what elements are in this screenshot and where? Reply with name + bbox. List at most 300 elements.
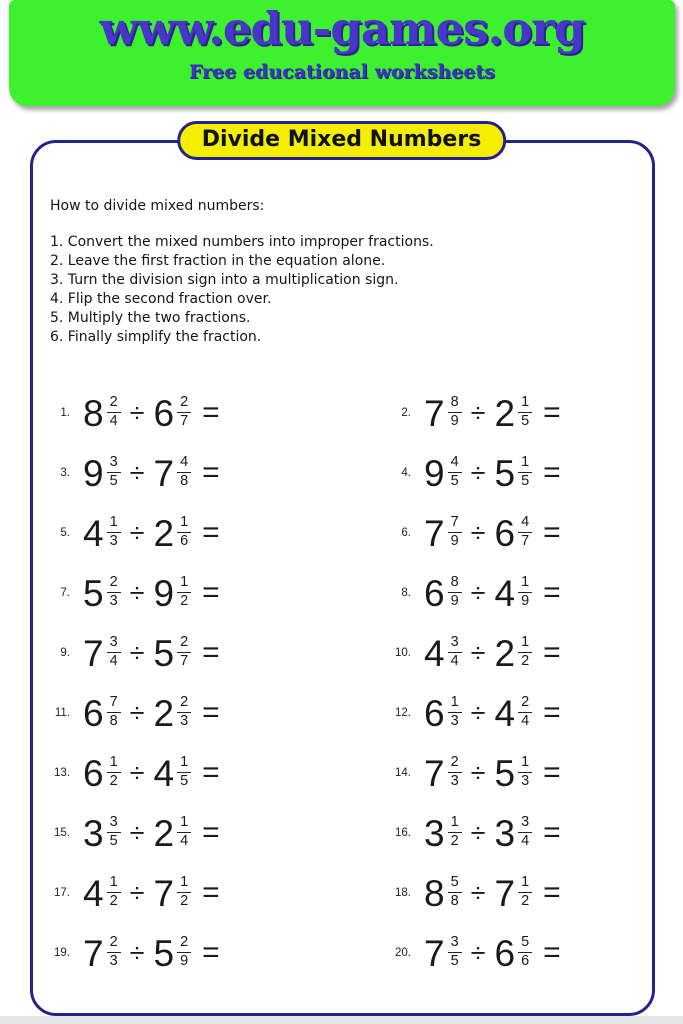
numerator: 4 bbox=[448, 455, 462, 473]
problem-number: 8. bbox=[401, 587, 411, 599]
divide-sign: ÷ bbox=[129, 817, 145, 848]
numerator: 7 bbox=[448, 515, 462, 533]
denominator: 3 bbox=[109, 952, 118, 969]
numerator: 3 bbox=[448, 935, 462, 953]
divide-sign: ÷ bbox=[470, 397, 486, 428]
equals-sign: = bbox=[202, 576, 220, 609]
numerator: 7 bbox=[107, 695, 121, 713]
numerator: 1 bbox=[518, 635, 532, 653]
denominator: 9 bbox=[180, 952, 189, 969]
problem-expression bbox=[424, 812, 561, 854]
mixed-number-dividend bbox=[83, 572, 121, 614]
denominator: 9 bbox=[450, 532, 459, 549]
whole-number: 7 bbox=[424, 512, 445, 554]
equals-sign: = bbox=[543, 396, 561, 429]
problem-row bbox=[44, 452, 385, 494]
fraction bbox=[518, 575, 532, 609]
denominator: 4 bbox=[450, 652, 459, 669]
problem-number: 14. bbox=[395, 767, 411, 779]
problem-number: 11. bbox=[54, 707, 70, 719]
denominator: 5 bbox=[450, 952, 459, 969]
fraction bbox=[448, 815, 462, 849]
instructions-heading: How to divide mixed numbers: bbox=[50, 198, 265, 214]
numerator: 1 bbox=[448, 815, 462, 833]
divide-sign: ÷ bbox=[129, 397, 145, 428]
denominator: 4 bbox=[521, 832, 530, 849]
mixed-number-dividend bbox=[424, 632, 462, 674]
denominator: 2 bbox=[109, 772, 118, 789]
mixed-number-dividend bbox=[424, 932, 462, 974]
mixed-number-divisor bbox=[494, 932, 532, 974]
equals-sign: = bbox=[202, 396, 220, 429]
divide-sign: ÷ bbox=[129, 757, 145, 788]
mixed-number-dividend bbox=[424, 392, 462, 434]
instruction-step: 6. Finally simplify the fraction. bbox=[50, 329, 262, 345]
whole-number: 9 bbox=[153, 572, 175, 614]
numerator: 1 bbox=[518, 875, 532, 893]
mixed-number-dividend bbox=[83, 452, 121, 494]
numerator: 4 bbox=[177, 455, 191, 473]
whole-number: 7 bbox=[153, 872, 175, 914]
denominator: 5 bbox=[450, 472, 459, 489]
problem-expression bbox=[83, 572, 220, 614]
page-bottom-edge bbox=[0, 1016, 683, 1024]
denominator: 4 bbox=[180, 832, 189, 849]
whole-number: 5 bbox=[83, 572, 104, 614]
numerator: 1 bbox=[518, 455, 532, 473]
divide-sign: ÷ bbox=[470, 637, 486, 668]
instruction-step: 5. Multiply the two fractions. bbox=[50, 310, 251, 326]
mixed-number-dividend bbox=[424, 752, 462, 794]
whole-number: 4 bbox=[424, 632, 445, 674]
whole-number: 4 bbox=[153, 752, 175, 794]
problem-row bbox=[385, 812, 644, 854]
numerator: 1 bbox=[107, 755, 121, 773]
numerator: 1 bbox=[448, 695, 462, 713]
whole-number: 7 bbox=[153, 452, 175, 494]
numerator: 8 bbox=[448, 395, 462, 413]
divide-sign: ÷ bbox=[470, 937, 486, 968]
fraction bbox=[107, 635, 121, 669]
fraction bbox=[448, 575, 462, 609]
whole-number: 9 bbox=[83, 452, 104, 494]
fraction bbox=[107, 875, 121, 909]
problem-number: 7. bbox=[60, 587, 70, 599]
numerator: 1 bbox=[518, 395, 532, 413]
denominator: 3 bbox=[521, 772, 530, 789]
numerator: 3 bbox=[107, 455, 121, 473]
problem-row bbox=[385, 512, 644, 554]
numerator: 1 bbox=[177, 755, 191, 773]
problem-row bbox=[44, 812, 385, 854]
whole-number: 7 bbox=[83, 632, 104, 674]
denominator: 5 bbox=[109, 472, 118, 489]
fraction bbox=[448, 695, 462, 729]
fraction bbox=[177, 575, 191, 609]
denominator: 4 bbox=[109, 652, 118, 669]
site-header bbox=[9, 0, 675, 106]
equals-sign: = bbox=[202, 816, 220, 849]
mixed-number-dividend bbox=[83, 512, 121, 554]
problem-expression bbox=[424, 572, 561, 614]
divide-sign: ÷ bbox=[129, 517, 145, 548]
equals-sign: = bbox=[543, 576, 561, 609]
numerator: 1 bbox=[107, 875, 121, 893]
divide-sign: ÷ bbox=[470, 757, 486, 788]
fraction bbox=[107, 455, 121, 489]
fraction bbox=[177, 455, 191, 489]
mixed-number-divisor bbox=[153, 392, 191, 434]
numerator: 4 bbox=[518, 515, 532, 533]
fraction bbox=[177, 395, 191, 429]
problem-number: 3. bbox=[60, 467, 70, 479]
whole-number: 2 bbox=[153, 512, 175, 554]
numerator: 2 bbox=[448, 755, 462, 773]
problem-number: 1. bbox=[60, 407, 70, 419]
problem-row bbox=[44, 692, 385, 734]
denominator: 8 bbox=[109, 712, 118, 729]
fraction bbox=[518, 395, 532, 429]
numerator: 2 bbox=[177, 635, 191, 653]
divide-sign: ÷ bbox=[470, 577, 486, 608]
problem-row bbox=[385, 932, 644, 974]
whole-number: 4 bbox=[494, 692, 516, 734]
problem-number: 13. bbox=[54, 767, 70, 779]
equals-sign: = bbox=[543, 456, 561, 489]
divide-sign: ÷ bbox=[129, 877, 145, 908]
problem-row bbox=[44, 872, 385, 914]
problem-number: 6. bbox=[401, 527, 411, 539]
problem-row bbox=[44, 752, 385, 794]
denominator: 5 bbox=[521, 472, 530, 489]
fraction bbox=[448, 515, 462, 549]
whole-number: 7 bbox=[424, 752, 445, 794]
whole-number: 8 bbox=[424, 872, 445, 914]
problem-expression bbox=[424, 392, 561, 434]
fraction bbox=[448, 755, 462, 789]
whole-number: 3 bbox=[424, 812, 445, 854]
mixed-number-dividend bbox=[424, 872, 462, 914]
mixed-number-divisor bbox=[494, 392, 532, 434]
instructions-steps bbox=[50, 233, 434, 347]
denominator: 4 bbox=[521, 712, 530, 729]
whole-number: 5 bbox=[494, 452, 516, 494]
numerator: 3 bbox=[448, 635, 462, 653]
mixed-number-divisor bbox=[153, 872, 191, 914]
denominator: 2 bbox=[521, 652, 530, 669]
problem-number: 15. bbox=[54, 827, 70, 839]
mixed-number-divisor bbox=[494, 812, 532, 854]
mixed-number-divisor bbox=[153, 812, 191, 854]
whole-number: 5 bbox=[153, 632, 175, 674]
mixed-number-dividend bbox=[424, 452, 462, 494]
problem-expression bbox=[424, 632, 561, 674]
denominator: 2 bbox=[180, 892, 189, 909]
denominator: 8 bbox=[450, 892, 459, 909]
equals-sign: = bbox=[202, 516, 220, 549]
denominator: 6 bbox=[521, 952, 530, 969]
numerator: 2 bbox=[177, 935, 191, 953]
site-title: www.edu-games.org bbox=[99, 2, 585, 55]
equals-sign: = bbox=[202, 636, 220, 669]
mixed-number-dividend bbox=[83, 392, 121, 434]
instruction-step: 2. Leave the first fraction in the equation alone. bbox=[50, 253, 386, 269]
fraction bbox=[448, 395, 462, 429]
numerator: 2 bbox=[107, 575, 121, 593]
fraction bbox=[177, 695, 191, 729]
whole-number: 6 bbox=[83, 752, 104, 794]
fraction bbox=[448, 635, 462, 669]
problem-expression bbox=[424, 872, 561, 914]
problem-expression bbox=[424, 452, 561, 494]
instruction-step: 1. Convert the mixed numbers into improper fractions. bbox=[50, 234, 434, 250]
problem-number: 10. bbox=[395, 647, 411, 659]
fraction bbox=[107, 695, 121, 729]
problem-expression bbox=[83, 872, 220, 914]
problem-number: 17. bbox=[54, 887, 70, 899]
fraction bbox=[518, 695, 532, 729]
fraction bbox=[107, 515, 121, 549]
denominator: 3 bbox=[450, 712, 459, 729]
mixed-number-divisor bbox=[494, 512, 532, 554]
fraction bbox=[518, 875, 532, 909]
mixed-number-divisor bbox=[153, 452, 191, 494]
whole-number: 2 bbox=[494, 632, 516, 674]
mixed-number-divisor bbox=[494, 632, 532, 674]
mixed-number-dividend bbox=[83, 692, 121, 734]
problem-row bbox=[44, 632, 385, 674]
numerator: 8 bbox=[448, 575, 462, 593]
whole-number: 2 bbox=[153, 692, 175, 734]
problem-row bbox=[385, 392, 644, 434]
whole-number: 7 bbox=[424, 392, 445, 434]
problem-expression bbox=[424, 512, 561, 554]
mixed-number-dividend bbox=[83, 932, 121, 974]
mixed-number-divisor bbox=[494, 872, 532, 914]
whole-number: 6 bbox=[424, 692, 445, 734]
numerator: 1 bbox=[107, 515, 121, 533]
problem-number: 16. bbox=[395, 827, 411, 839]
problem-row bbox=[385, 692, 644, 734]
numerator: 2 bbox=[177, 695, 191, 713]
fraction bbox=[177, 935, 191, 969]
whole-number: 4 bbox=[83, 872, 104, 914]
denominator: 4 bbox=[109, 412, 118, 429]
problem-row bbox=[385, 752, 644, 794]
denominator: 3 bbox=[109, 532, 118, 549]
whole-number: 4 bbox=[494, 572, 516, 614]
mixed-number-divisor bbox=[153, 692, 191, 734]
denominator: 9 bbox=[450, 412, 459, 429]
denominator: 2 bbox=[521, 892, 530, 909]
fraction bbox=[177, 755, 191, 789]
problem-number: 12. bbox=[395, 707, 411, 719]
problem-number: 9. bbox=[60, 647, 70, 659]
whole-number: 6 bbox=[153, 392, 175, 434]
problem-number: 5. bbox=[60, 527, 70, 539]
problem-expression bbox=[83, 812, 220, 854]
numerator: 3 bbox=[107, 635, 121, 653]
whole-number: 8 bbox=[83, 392, 104, 434]
fraction bbox=[177, 635, 191, 669]
problem-expression bbox=[424, 692, 561, 734]
denominator: 3 bbox=[180, 712, 189, 729]
problem-number: 4. bbox=[401, 467, 411, 479]
fraction bbox=[518, 755, 532, 789]
numerator: 1 bbox=[518, 575, 532, 593]
divide-sign: ÷ bbox=[129, 457, 145, 488]
fraction bbox=[448, 935, 462, 969]
denominator: 3 bbox=[450, 772, 459, 789]
problems-grid bbox=[44, 383, 644, 983]
mixed-number-dividend bbox=[83, 752, 121, 794]
fraction bbox=[518, 515, 532, 549]
fraction bbox=[518, 935, 532, 969]
whole-number: 9 bbox=[424, 452, 445, 494]
mixed-number-divisor bbox=[153, 512, 191, 554]
fraction bbox=[177, 515, 191, 549]
fraction bbox=[518, 635, 532, 669]
denominator: 7 bbox=[180, 652, 189, 669]
worksheet-title-badge: Divide Mixed Numbers bbox=[177, 121, 507, 160]
mixed-number-dividend bbox=[83, 632, 121, 674]
fraction bbox=[107, 755, 121, 789]
equals-sign: = bbox=[202, 456, 220, 489]
equals-sign: = bbox=[202, 756, 220, 789]
numerator: 3 bbox=[518, 815, 532, 833]
divide-sign: ÷ bbox=[129, 937, 145, 968]
mixed-number-divisor bbox=[153, 752, 191, 794]
mixed-number-dividend bbox=[83, 812, 121, 854]
fraction bbox=[177, 815, 191, 849]
problem-number: 19. bbox=[54, 947, 70, 959]
problem-row bbox=[385, 872, 644, 914]
mixed-number-divisor bbox=[494, 572, 532, 614]
whole-number: 3 bbox=[83, 812, 104, 854]
divide-sign: ÷ bbox=[129, 637, 145, 668]
fraction bbox=[107, 395, 121, 429]
site-tagline: Free educational worksheets bbox=[188, 61, 495, 83]
whole-number: 7 bbox=[83, 932, 104, 974]
whole-number: 2 bbox=[494, 392, 516, 434]
mixed-number-dividend bbox=[424, 512, 462, 554]
equals-sign: = bbox=[543, 516, 561, 549]
problem-row bbox=[44, 932, 385, 974]
fraction bbox=[107, 815, 121, 849]
instruction-step: 3. Turn the division sign into a multiplication sign. bbox=[50, 272, 399, 288]
equals-sign: = bbox=[543, 696, 561, 729]
equals-sign: = bbox=[543, 756, 561, 789]
numerator: 2 bbox=[518, 695, 532, 713]
fraction bbox=[107, 935, 121, 969]
problem-expression bbox=[83, 692, 220, 734]
equals-sign: = bbox=[543, 936, 561, 969]
problem-expression bbox=[83, 512, 220, 554]
mixed-number-dividend bbox=[424, 812, 462, 854]
numerator: 1 bbox=[177, 575, 191, 593]
problem-expression bbox=[83, 392, 220, 434]
mixed-number-dividend bbox=[83, 872, 121, 914]
denominator: 2 bbox=[109, 892, 118, 909]
problem-expression bbox=[83, 932, 220, 974]
numerator: 2 bbox=[177, 395, 191, 413]
divide-sign: ÷ bbox=[470, 697, 486, 728]
mixed-number-dividend bbox=[424, 572, 462, 614]
denominator: 5 bbox=[521, 412, 530, 429]
equals-sign: = bbox=[202, 876, 220, 909]
whole-number: 5 bbox=[494, 752, 516, 794]
whole-number: 6 bbox=[494, 512, 516, 554]
denominator: 3 bbox=[109, 592, 118, 609]
mixed-number-divisor bbox=[494, 752, 532, 794]
denominator: 8 bbox=[180, 472, 189, 489]
denominator: 7 bbox=[521, 532, 530, 549]
divide-sign: ÷ bbox=[129, 697, 145, 728]
instructions bbox=[50, 197, 434, 347]
instruction-step: 4. Flip the second fraction over. bbox=[50, 291, 272, 307]
denominator: 9 bbox=[521, 592, 530, 609]
whole-number: 7 bbox=[424, 932, 445, 974]
problem-row bbox=[385, 632, 644, 674]
fraction bbox=[177, 875, 191, 909]
numerator: 5 bbox=[448, 875, 462, 893]
denominator: 2 bbox=[450, 832, 459, 849]
problem-expression bbox=[83, 752, 220, 794]
numerator: 5 bbox=[518, 935, 532, 953]
mixed-number-dividend bbox=[424, 692, 462, 734]
whole-number: 6 bbox=[83, 692, 104, 734]
equals-sign: = bbox=[543, 876, 561, 909]
problem-expression bbox=[424, 932, 561, 974]
mixed-number-divisor bbox=[153, 632, 191, 674]
mixed-number-divisor bbox=[494, 452, 532, 494]
fraction bbox=[448, 875, 462, 909]
problem-expression bbox=[424, 752, 561, 794]
divide-sign: ÷ bbox=[470, 877, 486, 908]
problem-expression bbox=[83, 452, 220, 494]
denominator: 9 bbox=[450, 592, 459, 609]
equals-sign: = bbox=[202, 936, 220, 969]
mixed-number-divisor bbox=[494, 692, 532, 734]
numerator: 1 bbox=[177, 515, 191, 533]
equals-sign: = bbox=[543, 636, 561, 669]
problem-row bbox=[385, 572, 644, 614]
divide-sign: ÷ bbox=[470, 457, 486, 488]
divide-sign: ÷ bbox=[470, 517, 486, 548]
fraction bbox=[518, 455, 532, 489]
denominator: 5 bbox=[109, 832, 118, 849]
whole-number: 6 bbox=[494, 932, 516, 974]
whole-number: 5 bbox=[153, 932, 175, 974]
problem-row bbox=[44, 392, 385, 434]
numerator: 1 bbox=[177, 875, 191, 893]
numerator: 2 bbox=[107, 935, 121, 953]
numerator: 1 bbox=[518, 755, 532, 773]
problem-number: 2. bbox=[401, 407, 411, 419]
numerator: 2 bbox=[107, 395, 121, 413]
whole-number: 6 bbox=[424, 572, 445, 614]
mixed-number-divisor bbox=[153, 572, 191, 614]
problem-number: 20. bbox=[395, 947, 411, 959]
equals-sign: = bbox=[543, 816, 561, 849]
whole-number: 3 bbox=[494, 812, 516, 854]
whole-number: 7 bbox=[494, 872, 516, 914]
divide-sign: ÷ bbox=[129, 577, 145, 608]
divide-sign: ÷ bbox=[470, 817, 486, 848]
problem-row bbox=[44, 512, 385, 554]
problem-number: 18. bbox=[395, 887, 411, 899]
whole-number: 4 bbox=[83, 512, 104, 554]
